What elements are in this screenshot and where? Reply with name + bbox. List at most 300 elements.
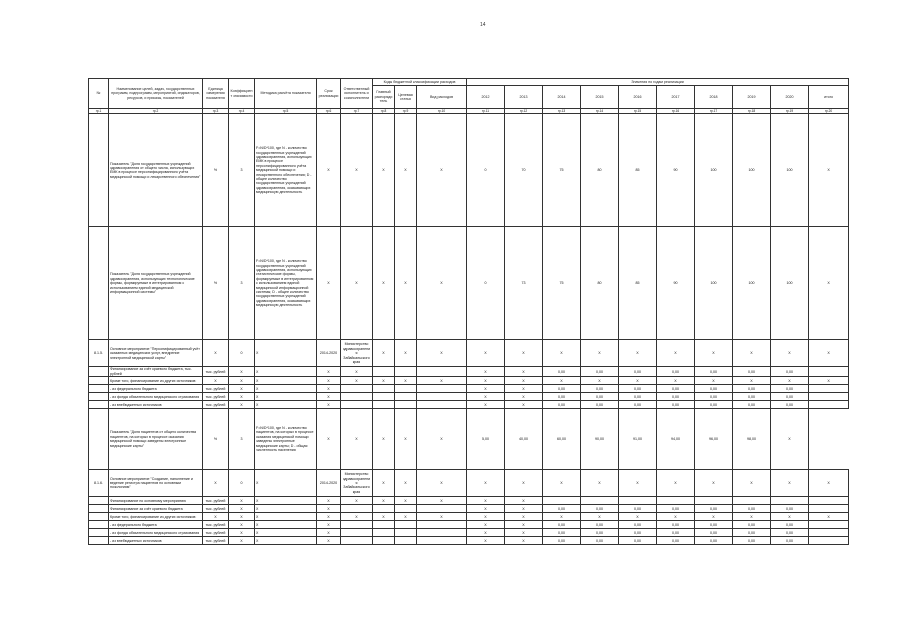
table-cell: 0 — [229, 340, 255, 367]
table-cell: X — [373, 340, 395, 367]
table-cell: % — [203, 227, 229, 340]
header-period: Срок реализации — [317, 79, 341, 109]
table-cell — [733, 497, 771, 505]
table-cell: X — [373, 377, 395, 385]
table-cell — [89, 377, 109, 385]
table-cell: X — [467, 470, 505, 497]
table-cell: X — [733, 377, 771, 385]
table-row — [89, 367, 849, 377]
table-cell: 90,00 — [581, 409, 619, 470]
table-cell — [89, 409, 109, 470]
table-cell: X — [467, 537, 505, 545]
header-year: 2019 — [733, 86, 771, 109]
table-cell: 91,00 — [619, 409, 657, 470]
table-cell: 0,00 — [733, 367, 771, 377]
table-cell: 0,00 — [581, 505, 619, 513]
table-cell — [809, 385, 849, 393]
table-cell: X — [229, 513, 255, 521]
table-cell: X — [733, 470, 771, 497]
table-cell: X — [317, 401, 341, 409]
table-row — [89, 521, 849, 529]
table-cell — [695, 497, 733, 505]
table-cell: X — [229, 401, 255, 409]
column-number: гр.17 — [695, 109, 733, 114]
table-cell — [809, 497, 849, 505]
table-cell: 3 — [229, 114, 255, 227]
table-cell — [809, 529, 849, 537]
table-cell: 0,00 — [771, 529, 809, 537]
table-cell: 0,00 — [733, 401, 771, 409]
table-cell: X — [809, 470, 849, 497]
table-cell: X — [229, 367, 255, 377]
table-cell: Показатель "Доля пациентов от общего количества пациентов, на которых в процессе оказания медицинской помощи заведены электронные медицинские карты" — [109, 409, 203, 470]
table-cell: X — [255, 367, 317, 377]
table-cell: 0,00 — [543, 401, 581, 409]
table-cell: 3 — [229, 409, 255, 470]
table-cell: X — [317, 513, 341, 521]
table-cell: 0,00 — [695, 393, 733, 401]
table-cell — [89, 401, 109, 409]
table-cell — [373, 521, 395, 529]
table-cell: X — [657, 340, 695, 367]
header-responsible: Ответственный исполнитель и соисполнители — [341, 79, 373, 109]
table-cell: 85 — [619, 114, 657, 227]
table-cell: 70 — [505, 114, 543, 227]
table-cell: 80 — [581, 114, 619, 227]
table-cell: 100 — [695, 227, 733, 340]
column-number: гр.1 — [89, 109, 109, 114]
table-cell: % — [203, 114, 229, 227]
table-cell: X — [467, 513, 505, 521]
table-cell — [809, 505, 849, 513]
table-cell: X — [255, 529, 317, 537]
table-cell: X — [733, 513, 771, 521]
table-cell: X — [255, 377, 317, 385]
table-cell: X — [543, 340, 581, 367]
table-cell: X — [417, 340, 467, 367]
table-cell: 0,00 — [543, 529, 581, 537]
table-cell — [395, 385, 417, 393]
table-cell: 0,00 — [695, 401, 733, 409]
table-cell: X — [467, 529, 505, 537]
table-cell — [657, 497, 695, 505]
table-row — [89, 401, 849, 409]
table-cell: Показатель "Доля государственных учреждений здравоохранения, использующих технологические формы, формируемые в интегрированном с использованием единой медицинской информационной системы" — [109, 227, 203, 340]
table-cell: 60,00 — [543, 409, 581, 470]
table-cell: 0,00 — [733, 393, 771, 401]
table-cell: - из фонда обязательного медицинского страхования — [109, 529, 203, 537]
table-cell: X — [417, 377, 467, 385]
table-cell: 0,00 — [695, 537, 733, 545]
table-cell — [809, 393, 849, 401]
table-cell: X — [417, 409, 467, 470]
header-year: 2013 — [505, 86, 543, 109]
table-cell: 0,00 — [581, 385, 619, 393]
table-cell — [373, 505, 395, 513]
table-cell: 0,00 — [543, 393, 581, 401]
table-cell: X — [505, 521, 543, 529]
table-cell: X — [505, 377, 543, 385]
table-cell: 0,00 — [657, 401, 695, 409]
table-cell — [417, 537, 467, 545]
table-cell: X — [581, 513, 619, 521]
table-cell: 0,00 — [733, 521, 771, 529]
table-cell: X — [395, 227, 417, 340]
table-cell: X — [395, 114, 417, 227]
column-number: гр.10 — [417, 109, 467, 114]
table-cell — [395, 529, 417, 537]
header-year: 2017 — [657, 86, 695, 109]
column-number: гр.6 — [317, 109, 341, 114]
header-no: № — [89, 79, 109, 109]
table-cell: - из внебюджетных источников — [109, 401, 203, 409]
table-cell: X — [395, 497, 417, 505]
column-number: гр.20 — [809, 109, 849, 114]
table-row — [89, 340, 849, 367]
table-cell: 0,00 — [657, 529, 695, 537]
table-cell: X — [581, 340, 619, 367]
table-cell: X — [317, 537, 341, 545]
table-cell: 0,00 — [619, 401, 657, 409]
header-target-article: Целевая статья — [395, 86, 417, 109]
table-cell — [543, 497, 581, 505]
table-cell: Финансирование по основному мероприятию — [109, 497, 203, 505]
table-cell: X — [657, 377, 695, 385]
table-cell: 96,00 — [695, 409, 733, 470]
table-row — [89, 385, 849, 393]
table-cell: 0,00 — [657, 367, 695, 377]
table-cell: X — [255, 521, 317, 529]
table-cell: X — [255, 385, 317, 393]
table-cell: 0,00 — [581, 401, 619, 409]
table-cell: X — [341, 409, 373, 470]
table-cell: X — [771, 513, 809, 521]
table-cell: 90 — [657, 114, 695, 227]
table-cell: X — [733, 340, 771, 367]
table-cell — [89, 114, 109, 227]
column-number: гр.4 — [229, 109, 255, 114]
table-cell: 0,00 — [771, 385, 809, 393]
table-cell — [341, 529, 373, 537]
table-cell — [89, 385, 109, 393]
table-cell: 5,00 — [467, 409, 505, 470]
table-cell: F=N/D*100, где N - количество пациентов, на которых в процессе оказания медицинской помощи заведены электронные медицинские карты; D - общая численность населения — [255, 409, 317, 470]
table-cell: тыс. рублей — [203, 529, 229, 537]
table-cell — [341, 401, 373, 409]
table-cell: Основное мероприятие "Создание, наполнение и ведение регистра пациентов по основным нозологиям" — [109, 470, 203, 497]
table-cell — [341, 393, 373, 401]
table-cell: 2014-2020 — [317, 470, 341, 497]
table-cell: 0,00 — [695, 521, 733, 529]
table-row — [89, 537, 849, 545]
column-number: гр.16 — [657, 109, 695, 114]
table-cell: 0,00 — [581, 521, 619, 529]
table-cell — [89, 529, 109, 537]
table-cell — [89, 367, 109, 377]
table-cell: 100 — [695, 114, 733, 227]
table-cell: X — [203, 377, 229, 385]
table-cell: 100 — [771, 227, 809, 340]
table-cell: X — [341, 497, 373, 505]
table-cell — [771, 497, 809, 505]
table-cell: X — [229, 393, 255, 401]
table-cell — [373, 537, 395, 545]
header-year: 2016 — [619, 86, 657, 109]
table-cell: X — [619, 377, 657, 385]
table-cell: Министерство здравоохранения Забайкальского края — [341, 340, 373, 367]
table-cell: X — [543, 513, 581, 521]
table-cell: тыс. рублей — [203, 367, 229, 377]
table-cell: X — [505, 497, 543, 505]
table-cell: X — [373, 227, 395, 340]
table-cell — [89, 513, 109, 521]
table-cell: X — [505, 367, 543, 377]
table-cell: 0 — [467, 227, 505, 340]
table-cell: X — [619, 340, 657, 367]
table-cell: 0,00 — [733, 385, 771, 393]
table-cell: тыс. рублей — [203, 385, 229, 393]
table-cell: тыс. рублей — [203, 393, 229, 401]
table-cell: 3 — [229, 227, 255, 340]
table-cell: X — [317, 521, 341, 529]
table-cell: X — [317, 377, 341, 385]
table-cell: X — [505, 340, 543, 367]
table-cell: F=N/D*100, где N - количество государственных учреждений здравоохранения, использующих статистические формы, формируемые в интегрированном с использованием единой медицинской информационной системы; D - общее количество государственных учреждений здравоохранения, оказывающих медицинскую деятельность — [255, 227, 317, 340]
table-cell — [89, 521, 109, 529]
table-cell — [417, 367, 467, 377]
table-cell: X — [317, 114, 341, 227]
program-indicators-table — [88, 78, 849, 545]
table-cell: X — [809, 340, 849, 367]
table-cell: X — [467, 401, 505, 409]
page-number: 14 — [480, 22, 486, 28]
table-cell — [809, 401, 849, 409]
table-cell: 73 — [505, 227, 543, 340]
column-number: гр.12 — [505, 109, 543, 114]
table-cell: 40,00 — [505, 409, 543, 470]
table-cell: 0,00 — [619, 529, 657, 537]
table-cell: X — [317, 497, 341, 505]
column-number: гр.14 — [581, 109, 619, 114]
table-cell: Основное мероприятие "Персонифицированный учёт оказанных медицинских услуг, внедрение электронной медицинской карты" — [109, 340, 203, 367]
table-cell: X — [317, 227, 341, 340]
table-cell — [417, 393, 467, 401]
table-cell — [395, 401, 417, 409]
table-cell — [395, 393, 417, 401]
table-cell: X — [809, 513, 849, 521]
table-cell: X — [417, 497, 467, 505]
table-cell: 8.1.5. — [89, 340, 109, 367]
table-cell: X — [317, 393, 341, 401]
table-cell: 75 — [543, 227, 581, 340]
table-cell: 0,00 — [581, 393, 619, 401]
table-cell: 100 — [733, 114, 771, 227]
table-cell: 94,00 — [657, 409, 695, 470]
table-cell: 100 — [733, 227, 771, 340]
table-cell: X — [255, 497, 317, 505]
table-cell: 0,00 — [581, 529, 619, 537]
table-cell — [373, 385, 395, 393]
header-year: 2018 — [695, 86, 733, 109]
table-cell — [89, 505, 109, 513]
table-cell: 0,00 — [543, 505, 581, 513]
table-cell: 0,00 — [543, 537, 581, 545]
table-cell — [373, 401, 395, 409]
header-year-values: Значения по годам реализации — [467, 79, 849, 86]
table-cell — [417, 505, 467, 513]
table-cell: X — [341, 227, 373, 340]
table-cell: X — [317, 385, 341, 393]
table-cell: X — [695, 377, 733, 385]
table-cell: X — [395, 470, 417, 497]
header-unit: Единица измерения показателя — [203, 79, 229, 109]
table-cell: X — [467, 393, 505, 401]
table-cell: X — [255, 513, 317, 521]
table-cell — [417, 521, 467, 529]
table-cell: X — [203, 470, 229, 497]
table-cell: 0,00 — [771, 367, 809, 377]
table-cell: X — [317, 505, 341, 513]
table-cell: X — [467, 385, 505, 393]
table-cell: 0,00 — [771, 521, 809, 529]
table-cell: 0,00 — [657, 505, 695, 513]
table-cell: 0,00 — [619, 393, 657, 401]
table-cell: X — [417, 513, 467, 521]
table-cell: Кроме того, финансирование из других источников: — [109, 377, 203, 385]
table-cell: X — [373, 114, 395, 227]
table-cell: 0,00 — [695, 367, 733, 377]
table-cell: X — [505, 513, 543, 521]
table-cell: X — [657, 513, 695, 521]
table-cell: - из фонда обязательного медицинского страхования — [109, 393, 203, 401]
table-cell: тыс. рублей — [203, 401, 229, 409]
table-cell — [373, 529, 395, 537]
table-cell: X — [505, 393, 543, 401]
table-cell: 75 — [543, 114, 581, 227]
table-cell: X — [373, 513, 395, 521]
column-number: гр.19 — [771, 109, 809, 114]
table-cell: F=N/D*100, где N - количество государственных учреждений здравоохранения, использующих ЕМК в процессе персонифицированного учёта медицинской помощи и лекарственного обеспечения; D - общее количество государственных учреждений здравоохранения, оказывающих медицинскую деятельность — [255, 114, 317, 227]
table-cell: 0,00 — [657, 537, 695, 545]
table-cell — [373, 367, 395, 377]
table-cell: Министерство здравоохранения Забайкальского края — [341, 470, 373, 497]
header-grbs: Главный распорядитель — [373, 86, 395, 109]
header-method: Методика расчёта показателя — [255, 79, 317, 109]
table-cell: X — [229, 529, 255, 537]
table-cell: 0,00 — [619, 367, 657, 377]
column-number: гр.7 — [341, 109, 373, 114]
table-cell: Показатель "Доля государственных учреждений здравоохранения от общего числа, использующих ЕМК в процессе персонифицированного учёта медицинской помощи и лекарственного обеспечения" — [109, 114, 203, 227]
table-cell: X — [581, 470, 619, 497]
table-cell: X — [619, 470, 657, 497]
header-year: 2014 — [543, 86, 581, 109]
table-cell: 90 — [657, 227, 695, 340]
table-cell — [417, 401, 467, 409]
table-cell: 0 — [467, 114, 505, 227]
table-cell: X — [771, 377, 809, 385]
table-cell: X — [341, 377, 373, 385]
table-cell: 8.1.6. — [89, 470, 109, 497]
table-cell: 0,00 — [619, 385, 657, 393]
table-cell: 0,00 — [619, 505, 657, 513]
table-cell — [341, 537, 373, 545]
table-cell: X — [255, 393, 317, 401]
table-cell — [89, 537, 109, 545]
table-cell: X — [695, 340, 733, 367]
table-cell: 0,00 — [581, 537, 619, 545]
column-number: гр.2 — [109, 109, 203, 114]
header-year: итого — [809, 86, 849, 109]
table-cell: X — [229, 385, 255, 393]
header-name: Наименование целей, задач, государственных программ, подпрограмм, мероприятий, индикаторов, ресурсов, и приказы, показателей — [109, 79, 203, 109]
column-number: гр.8 — [373, 109, 395, 114]
table-cell: 85 — [619, 227, 657, 340]
table-cell — [89, 227, 109, 340]
table-cell: 0,00 — [771, 393, 809, 401]
table-cell: X — [229, 377, 255, 385]
table-cell: X — [341, 367, 373, 377]
table-cell: - из федерального бюджета — [109, 521, 203, 529]
table-cell: X — [771, 409, 809, 470]
table-cell: 0,00 — [543, 367, 581, 377]
table-cell — [581, 497, 619, 505]
table-cell: X — [373, 497, 395, 505]
table-cell: X — [505, 385, 543, 393]
table-cell: X — [467, 505, 505, 513]
table-row — [89, 393, 849, 401]
table-cell: тыс. рублей — [203, 497, 229, 505]
table-cell: 0,00 — [657, 385, 695, 393]
table-cell: 0,00 — [543, 521, 581, 529]
table-cell: X — [771, 470, 809, 497]
table-cell: X — [317, 529, 341, 537]
table-cell: X — [467, 497, 505, 505]
table-cell — [809, 367, 849, 377]
table-cell: 0,00 — [695, 529, 733, 537]
table-cell: X — [395, 340, 417, 367]
table-cell — [809, 537, 849, 545]
table-cell — [395, 367, 417, 377]
table-cell: X — [467, 367, 505, 377]
table-cell: X — [505, 505, 543, 513]
table-cell: X — [467, 521, 505, 529]
column-number: гр.3 — [203, 109, 229, 114]
table-cell: X — [229, 521, 255, 529]
table-row — [89, 377, 849, 385]
table-cell: X — [467, 340, 505, 367]
header-expense-type: Вид расходов — [417, 86, 467, 109]
header-year: 2020 — [771, 86, 809, 109]
table-cell: X — [417, 470, 467, 497]
table-cell: X — [771, 340, 809, 367]
table-cell: X — [619, 513, 657, 521]
table-cell: Финансирование за счёт краевого бюджета, тыс. рублей — [109, 367, 203, 377]
table-cell: 0,00 — [771, 401, 809, 409]
table-cell: тыс. рублей — [203, 537, 229, 545]
table-cell — [395, 505, 417, 513]
table-cell — [373, 393, 395, 401]
table-cell: X — [229, 505, 255, 513]
table-cell — [809, 521, 849, 529]
table-row — [89, 497, 849, 505]
table-row — [89, 227, 849, 340]
table-cell: X — [505, 529, 543, 537]
table-cell: Кроме того, финансирование из других источников: — [109, 513, 203, 521]
table-cell — [89, 393, 109, 401]
table-cell: тыс. рублей — [203, 521, 229, 529]
table-cell: 0,00 — [733, 529, 771, 537]
table-cell: X — [203, 513, 229, 521]
